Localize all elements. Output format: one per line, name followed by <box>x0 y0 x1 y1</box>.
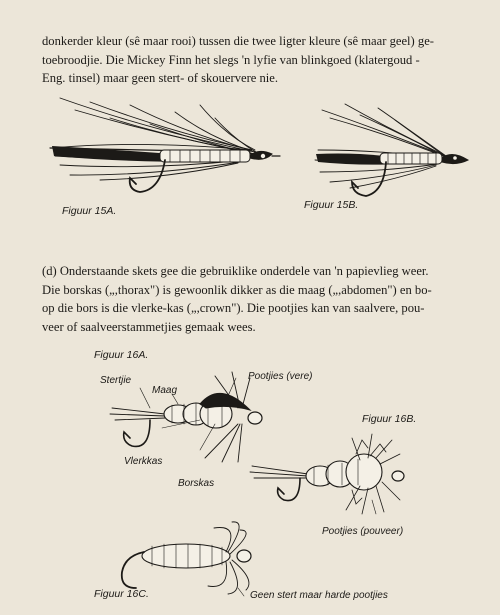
text-line: veer of saalveerstammetjies gemaak wees. <box>42 319 256 334</box>
text-line: Die borskas („,thorax") is gewoonlik dikker as die maag („,abdomen") en bo- <box>42 282 432 297</box>
text-line: op die bors is die vlerke-kas („,crown"). Die pootjies kan van saalvere, pou- <box>42 301 425 315</box>
label-maag: Maag <box>152 385 178 396</box>
text-line: Eng. tinsel) maar geen stert- of skouervere nie. <box>42 71 279 85</box>
fly-figure-15a <box>50 98 280 192</box>
caption-figure-16b: Figuur 16B. <box>362 413 417 425</box>
fly-figure-16b <box>250 434 404 514</box>
fly-figure-16a <box>110 372 262 462</box>
label-pootjies-pouveer: Pootjies (pouveer) <box>322 526 404 537</box>
paragraph-2 <box>42 262 480 336</box>
label-borskas: Borskas <box>178 478 215 489</box>
label-stertjie: Stertjie <box>100 375 132 386</box>
caption-figure-15b: Figuur 15B. <box>304 199 359 211</box>
text-line: donkerder kleur (sê maar rooi) tussen die twee ligter kleure (sê maar geel) ge- <box>42 34 434 48</box>
caption-figure-16a: Figuur 16A. <box>94 349 149 361</box>
text-line: toebroodjie. Die Mickey Finn het slegs 'n lyfie van blinkgoed (klatergoud - <box>42 52 420 67</box>
fly-figure-16c <box>122 522 251 596</box>
label-pootjies-vere: Pootjies (vere) <box>248 371 313 382</box>
text-line: (d) Onderstaande skets gee die gebruiklike onderdele van 'n papievlieg weer. <box>42 264 429 278</box>
caption-figure-15a: Figuur 15A. <box>62 205 117 217</box>
fly-figure-15b <box>315 104 468 196</box>
label-geen-stert: Geen stert maar harde pootjies <box>250 590 388 601</box>
caption-figure-16c: Figuur 16C. <box>94 588 149 600</box>
label-vlerkkas: Vlerkkas <box>124 456 163 467</box>
